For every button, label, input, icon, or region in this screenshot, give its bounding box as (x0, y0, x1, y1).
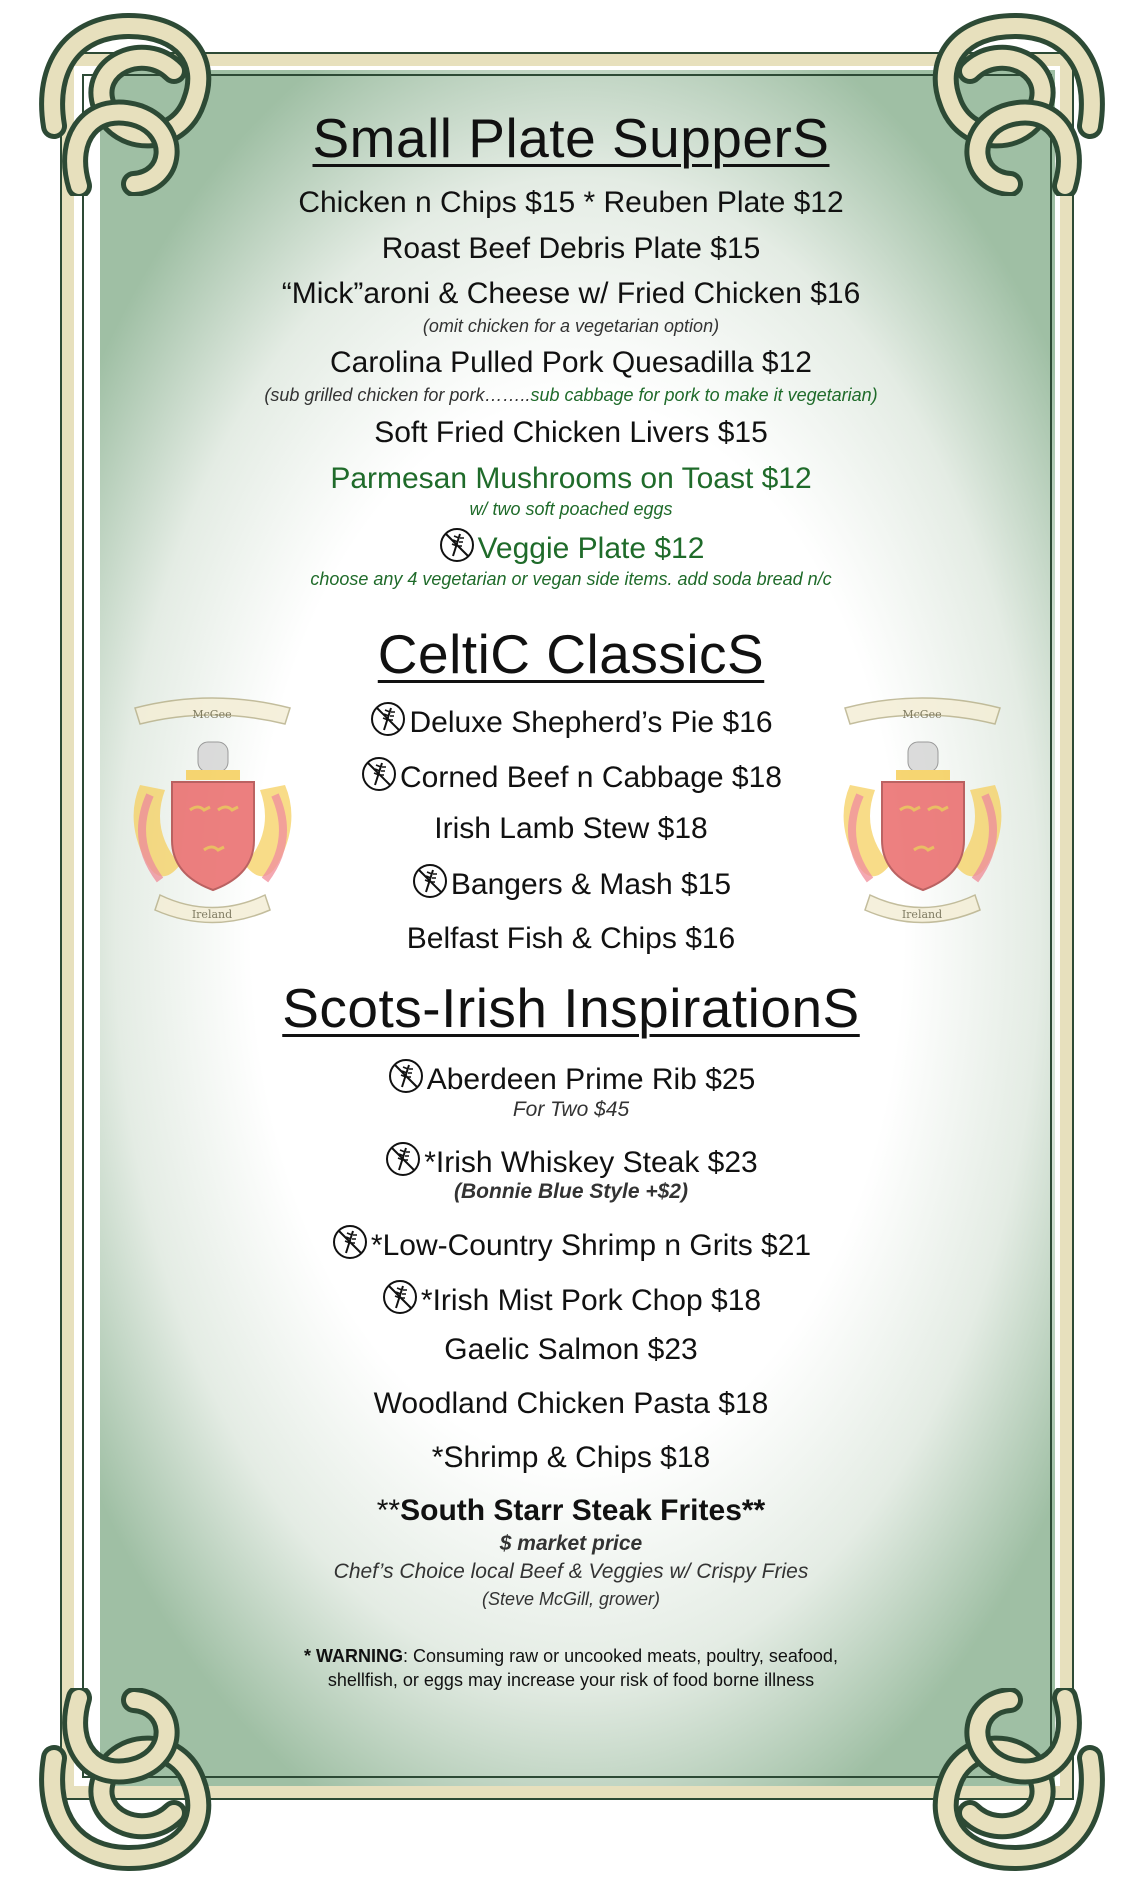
crest-bottom-scroll: Ireland (191, 908, 233, 921)
menu-item: “Mick”aroni & Cheese w/ Fried Chicken $16 (281, 277, 861, 310)
featured-prefix: ** (376, 1494, 401, 1527)
menu-item (0, 755, 1142, 795)
no-wheat-icon (360, 755, 398, 793)
menu-item-label: Veggie Plate $12 (477, 532, 705, 565)
menu-item-label: *Low-Country Shrimp n Grits $21 (370, 1229, 812, 1262)
menu-item: Carolina Pulled Pork Quesadilla $12 (330, 346, 812, 379)
featured-label: South Starr Steak Frites** (400, 1494, 766, 1527)
menu-item-label: *Irish Mist Pork Chop $18 (420, 1284, 762, 1317)
celtic-knot-icon (920, 1688, 1110, 1878)
menu-item-label: Bangers & Mash $15 (450, 868, 732, 901)
menu-item (0, 700, 1142, 740)
menu-item: Irish Lamb Stew $18 (434, 812, 708, 845)
menu-item-label: Corned Beef n Cabbage $18 (400, 761, 782, 794)
menu-item-label: Aberdeen Prime Rib $25 (426, 1063, 756, 1096)
note-part-green: sub cabbage for pork to make it vegetarian) (530, 385, 878, 405)
menu-item: Belfast Fish & Chips $16 (406, 922, 736, 955)
no-wheat-icon (384, 1140, 422, 1178)
no-wheat-icon (369, 700, 407, 738)
no-wheat-icon (331, 1223, 369, 1261)
menu-item: Parmesan Mushrooms on Toast $12 (330, 462, 812, 495)
menu-item-note: (omit chicken for a vegetarian option) (422, 316, 720, 336)
section-title-scots-irish: Scots-Irish InspirationS (282, 977, 860, 1039)
menu-item (0, 1057, 1142, 1097)
menu-item: Woodland Chicken Pasta $18 (373, 1387, 769, 1420)
no-wheat-icon (411, 862, 449, 900)
no-wheat-icon (387, 1057, 425, 1095)
menu-item-featured (0, 1494, 1142, 1528)
menu-item-note: For Two $45 (512, 1098, 630, 1121)
menu-item-price: $ market price (499, 1532, 643, 1555)
menu-item-label: Deluxe Shepherd’s Pie $16 (409, 706, 773, 739)
section-title-celtic: CeltiC ClassicS (377, 623, 765, 685)
warning-label: * WARNING (304, 1646, 404, 1666)
menu-item (0, 1278, 1142, 1318)
crest-top-scroll: McGee (902, 708, 942, 721)
warning-line-2: shellfish, or eggs may increase your risk of food borne illness (327, 1670, 815, 1690)
celtic-knot-icon (34, 1688, 224, 1878)
menu-item: *Shrimp & Chips $18 (431, 1441, 711, 1474)
menu-item-note: Chef’s Choice local Beef & Veggies w/ Crispy Fries (333, 1560, 809, 1583)
menu-item (0, 526, 1142, 566)
section-title-small-plates: Small Plate SupperS (312, 107, 830, 169)
menu-item: Chicken n Chips $15 * Reuben Plate $12 (298, 186, 844, 219)
menu-item-note (0, 385, 1142, 406)
menu-item-note: choose any 4 vegetarian or vegan side items. add soda bread n/c (310, 569, 832, 589)
menu-item-label: *Irish Whiskey Steak $23 (424, 1146, 758, 1179)
warning-text: : Consuming raw or uncooked meats, poultry, seafood, (403, 1646, 838, 1666)
warning-line-1 (0, 1644, 1142, 1668)
menu-item (0, 1223, 1142, 1263)
menu-item (0, 862, 1142, 902)
note-part: (sub grilled chicken for pork…….. (264, 385, 531, 405)
no-wheat-icon (381, 1278, 419, 1316)
crest-top-scroll: McGee (192, 708, 232, 721)
menu-item-note: (Bonnie Blue Style +$2) (454, 1180, 688, 1203)
crest-bottom-scroll: Ireland (901, 908, 943, 921)
menu-item (0, 1140, 1142, 1180)
menu-item: Gaelic Salmon $23 (444, 1333, 698, 1366)
menu-item-note: w/ two soft poached eggs (469, 499, 673, 519)
menu-item-note: (Steve McGill, grower) (481, 1589, 661, 1609)
menu-item: Soft Fried Chicken Livers $15 (374, 416, 768, 449)
menu-item: Roast Beef Debris Plate $15 (381, 232, 761, 265)
no-wheat-icon (438, 526, 476, 564)
